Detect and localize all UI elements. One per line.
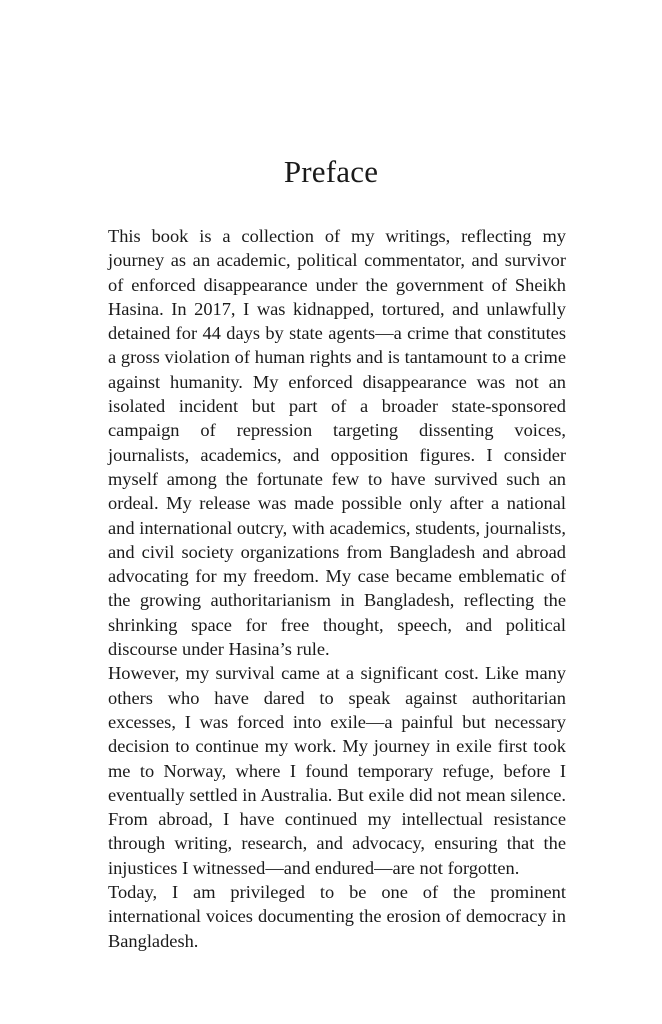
- paragraph-2: However, my survival came at a significant cost. Like many others who have dared to speak against authoritarian excesses, I was forced into exile—a painful but necessary decision to continue my work. My journey in exile first took me to Norway, where I found temporary refuge, before I eventually settled in Australia. But exile did not mean silence. From abroad, I have continued my intellectual resistance through writing, research, and advocacy, ensuring that the injustices I witnessed—and endured—are not forgotten.: [108, 663, 566, 878]
- paragraph-3: Today, I am privileged to be one of the prominent international voices documenting the erosion of democracy in Bangladesh.: [108, 882, 566, 951]
- page-title: Preface: [283, 154, 379, 189]
- paragraph-1: This book is a collection of my writings, reflecting my journey as an academic, political commentator, and survivor of enforced disappearance under the government of Sheikh Hasina. In 2017, I was kidnapped, tortured, and unlawfully detained for 44 days by state agents—a crime that constitutes a gross violation of human rights and is tantamount to a crime against humanity. My enforced disappearance was not an isolated incident but part of a broader state-sponsored campaign of repression targeting dissenting voices, journalists, academics, and opposition figures. I consider myself among the fortunate few to have survived such an ordeal. My release was made possible only after a national and international outcry, with academics, students, journalists, and civil society organizations from Bangladesh and abroad advocating for my freedom. My case became emblematic of the growing authoritarianism in Bangladesh, reflecting the shrinking space for free thought, speech, and political discourse under Hasina’s rule.: [108, 226, 566, 660]
- preface-body: [108, 224, 566, 953]
